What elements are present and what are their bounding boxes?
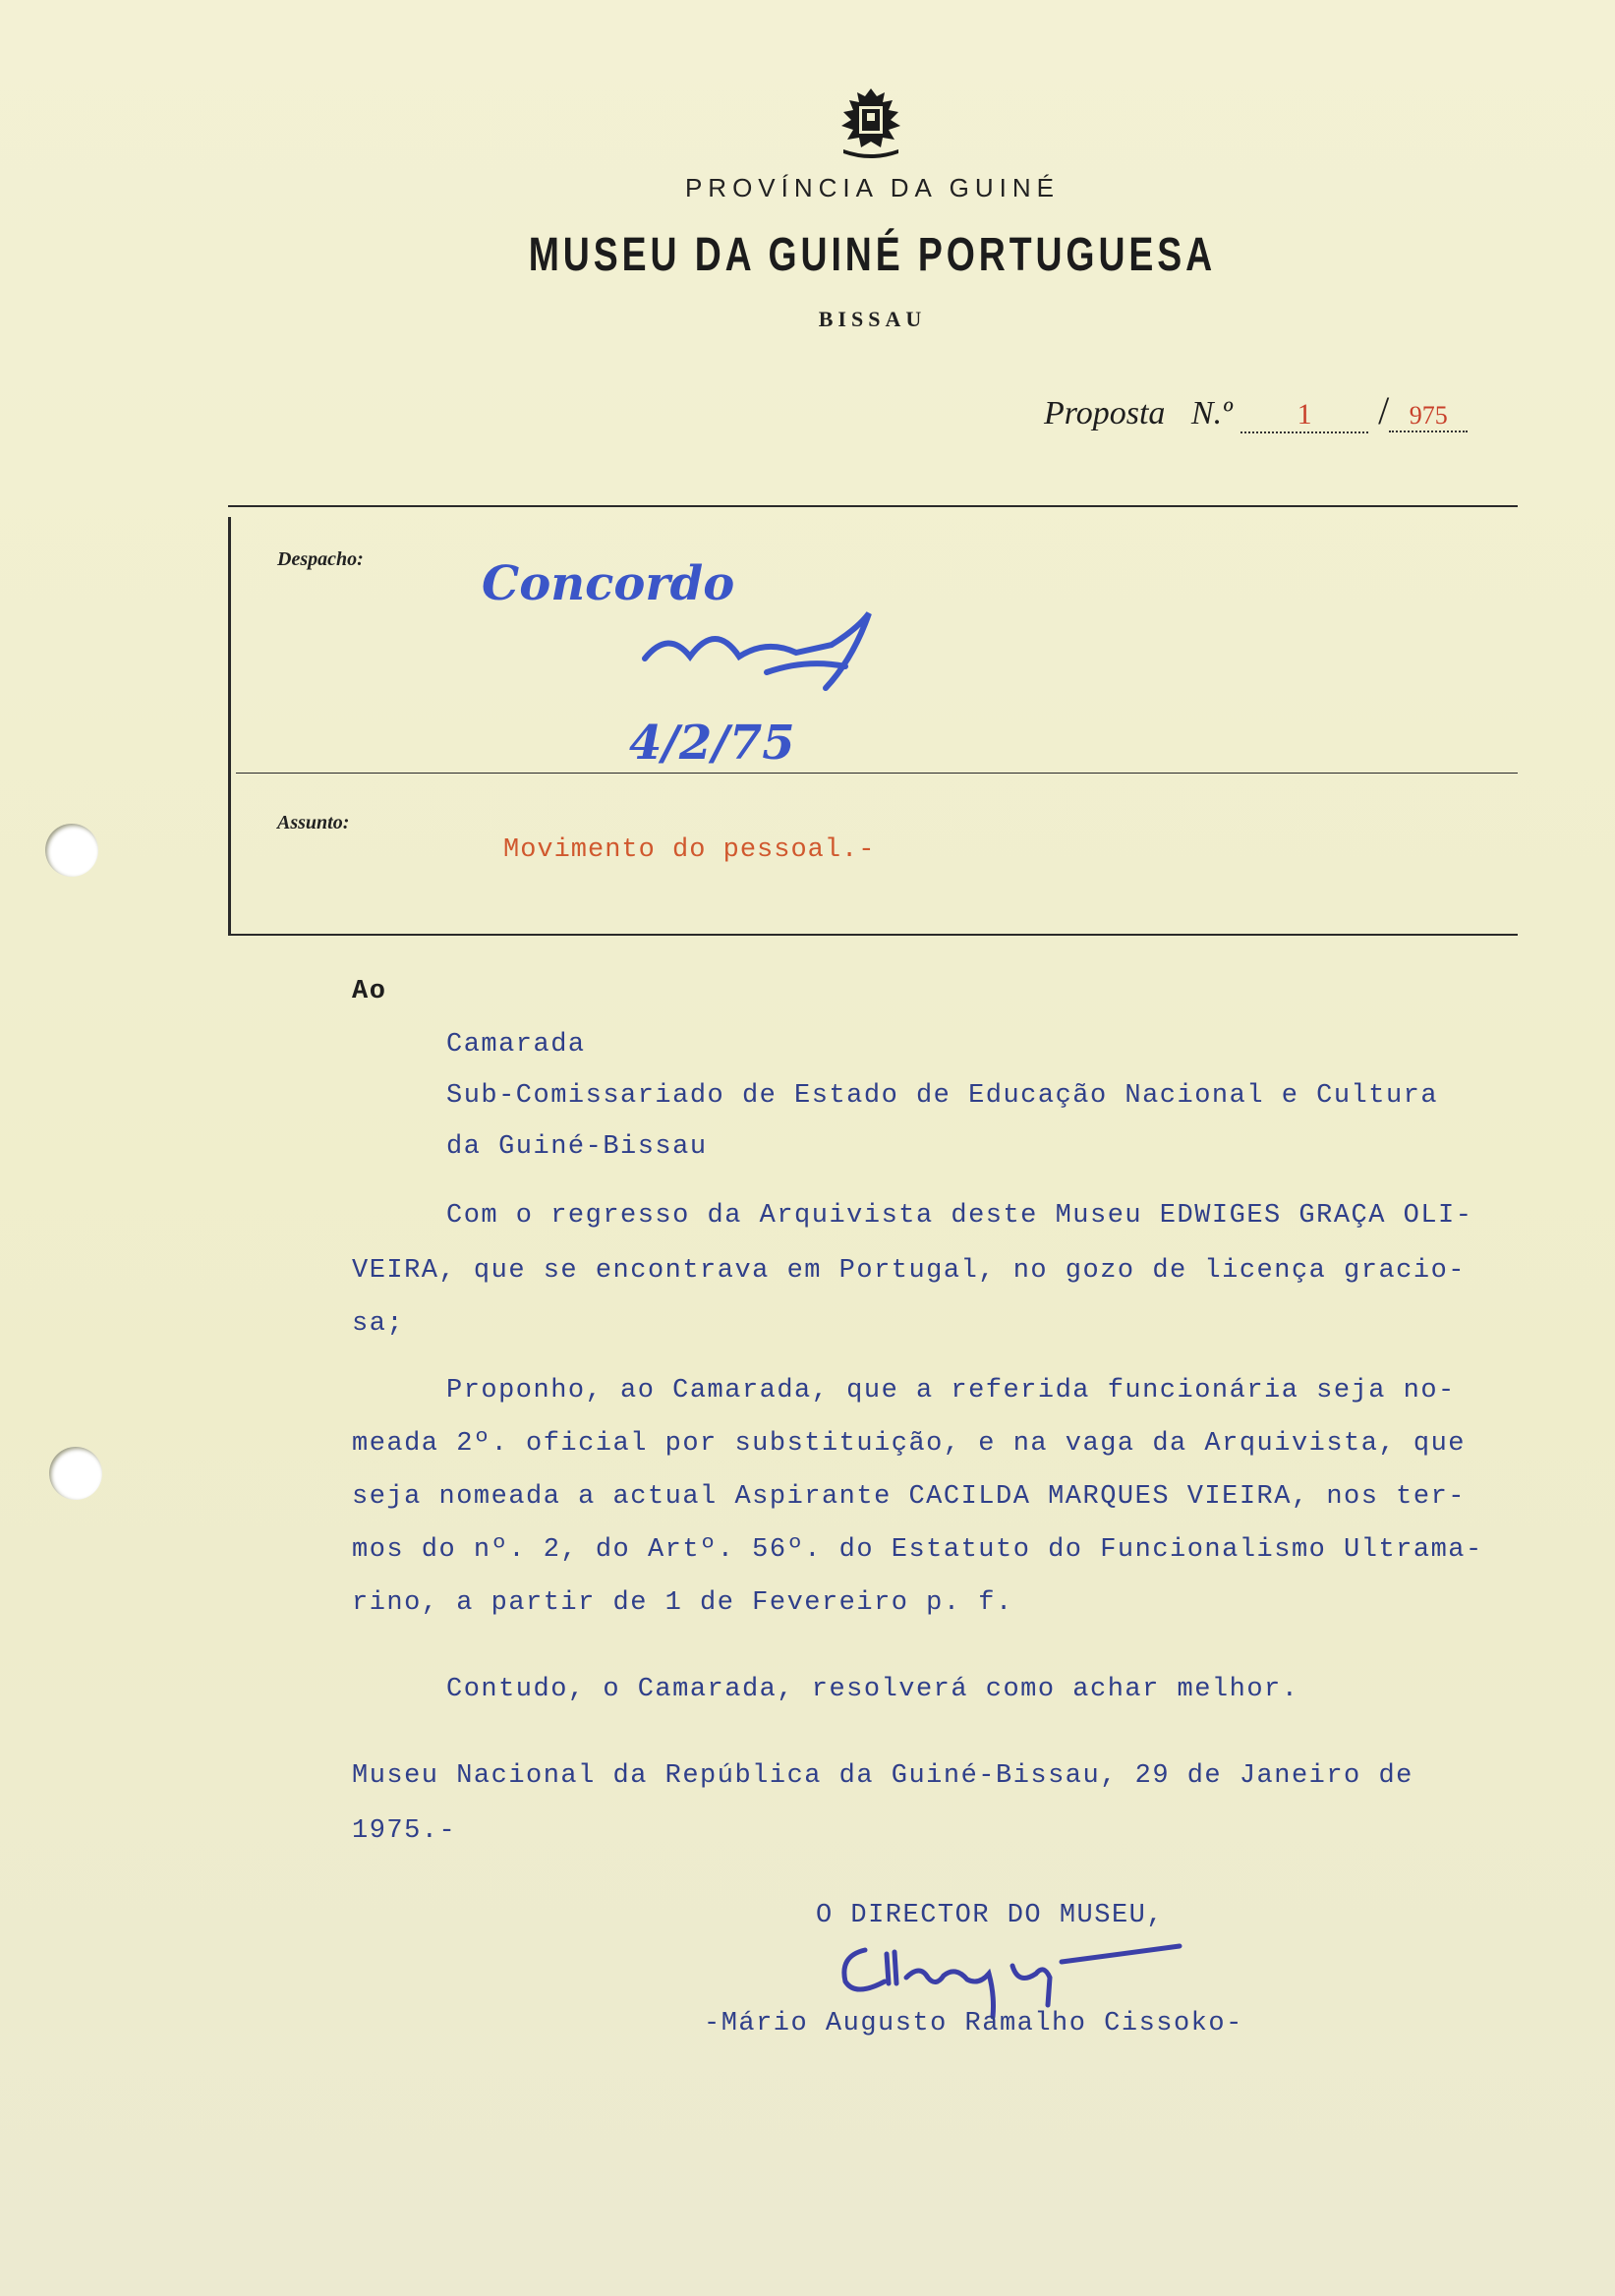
proposta-year: 975 [1389, 401, 1468, 432]
signer-name: -Mário Augusto Ramalho Cissoko- [704, 2009, 1243, 2038]
paragraph-line: Proponho, ao Camarada, que a referida funcionária seja no- [446, 1376, 1456, 1406]
proposta-number-label: N.º [1190, 395, 1233, 431]
assunto-label: Assunto: [277, 812, 350, 833]
despacho-date: 4/2/75 [629, 716, 795, 771]
form-left-rule [228, 517, 231, 934]
despacho-label: Despacho: [277, 548, 364, 570]
proposta-number: 1 [1240, 398, 1368, 433]
recipient-line: Sub-Comissariado de Estado de Educação Nacional e Cultura [446, 1081, 1439, 1111]
museum-heading: MUSEU DA GUINÉ PORTUGUESA [528, 229, 1217, 281]
form-bottom-rule [228, 934, 1518, 936]
place-date-line: Museu Nacional da República da Guiné-Bissau, 29 de Janeiro de [352, 1761, 1413, 1791]
recipient-line: da Guiné-Bissau [446, 1132, 708, 1162]
punch-hole [45, 824, 98, 877]
paragraph-line: VEIRA, que se encontrava em Portugal, no gozo de licença gracio- [352, 1256, 1466, 1286]
proposta-label: Proposta [1044, 395, 1166, 431]
paragraph-line: mos do nº. 2, do Artº. 56º. do Estatuto do Funcionalismo Ultrama- [352, 1535, 1483, 1565]
proposta-line: Proposta N.º 1 / 975 [1044, 387, 1468, 433]
signer-title: O DIRECTOR DO MUSEU, [816, 1901, 1165, 1930]
punch-hole [49, 1447, 102, 1500]
city-heading: BISSAU [818, 307, 927, 331]
paragraph-line: Com o regresso da Arquivista deste Museu EDWIGES GRAÇA OLI- [446, 1201, 1473, 1231]
despacho-handwriting [472, 550, 924, 776]
form-top-rule [228, 505, 1518, 507]
paragraph-line: Contudo, o Camarada, resolverá como achar melhor. [446, 1675, 1299, 1704]
paragraph-line: sa; [352, 1309, 405, 1339]
paragraph-line: rino, a partir de 1 de Fevereiro p. f. [352, 1588, 1013, 1618]
province-heading: PROVÍNCIA DA GUINÉ [684, 173, 1061, 202]
place-date-line: 1975.- [352, 1816, 457, 1846]
recipient-line: Camarada [446, 1030, 586, 1060]
paragraph-line: meada 2º. oficial por substituição, e na vaga da Arquivista, que [352, 1429, 1466, 1459]
coat-of-arms-icon [824, 85, 918, 159]
despacho-note: Concordo [482, 556, 735, 611]
paragraph-line: seja nomeada a actual Aspirante CACILDA MARQUES VIEIRA, nos ter- [352, 1482, 1466, 1512]
salutation: Ao [352, 977, 387, 1006]
assunto-text: Movimento do pessoal.- [503, 835, 876, 865]
